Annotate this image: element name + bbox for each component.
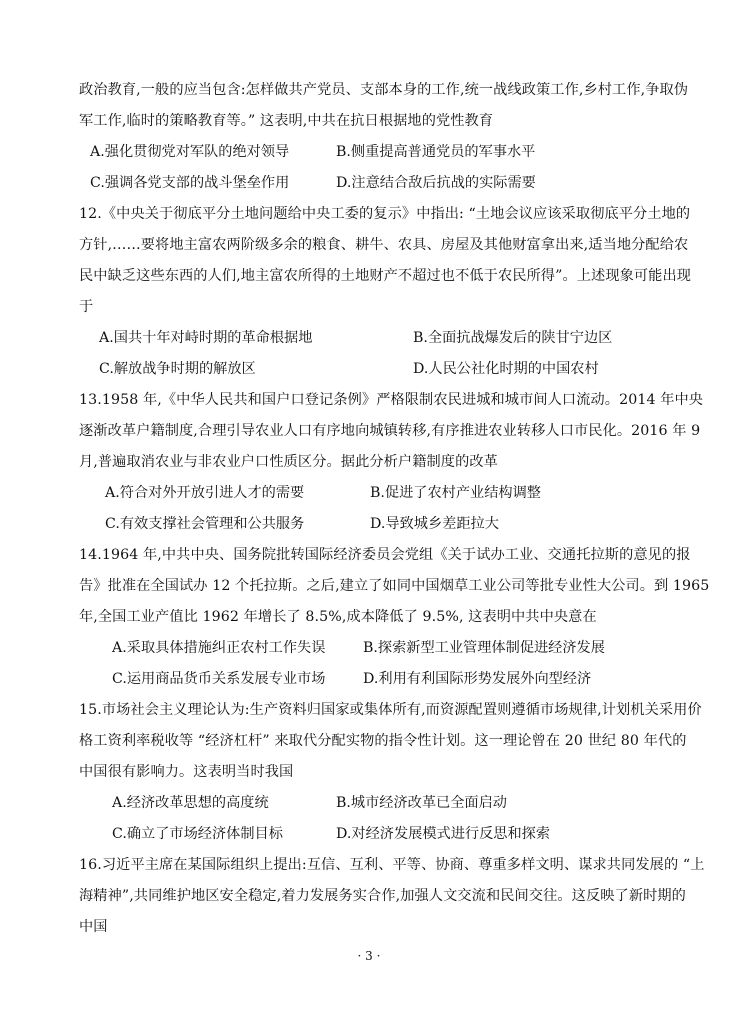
q14-option-d[interactable]: D.利用有利国际形势发展外向型经济: [363, 671, 592, 687]
q16-text-line-3: 中国: [79, 919, 108, 935]
q16-text-line-2: 海精神”,共同维护地区安全稳定,着力发展务实合作,加强人文交流和民间交往。这反映了新时期的: [79, 888, 686, 904]
q15-text-line-2: 格工资利率税收等 “经济杠杆” 来取代分配实物的指令性计划。这一理论曾在 20 世纪 80 年代的: [79, 733, 687, 749]
q14-option-b[interactable]: B.探索新型工业管理体制促进经济发展: [363, 640, 605, 656]
q11-text-line-2: 军工作,临时的策略教育等。” 这表明,中共在抗日根据地的党性教育: [79, 113, 494, 129]
q11-text-line-1: 政治教育,一般的应当包含:怎样做共产党员、支部本身的工作,统一战线政策工作,乡村工作,争取伪: [79, 82, 689, 98]
q12-option-b[interactable]: B.全面抗战爆发后的陕甘宁边区: [413, 330, 613, 346]
q13-option-b[interactable]: B.促进了农村产业结构调整: [370, 485, 541, 501]
q14-text-line-1: 14.1964 年,中共中央、国务院批转国际经济委员会党组《关于试办工业、交通托拉斯的意见的报: [79, 547, 691, 563]
q12-option-c[interactable]: C.解放战争时期的解放区: [99, 361, 256, 377]
q11-option-c[interactable]: C.强调各党支部的战斗堡垒作用: [90, 175, 290, 191]
q13-text-line-1: 13.1958 年,《中华人民共和国户口登记条例》严格限制农民进城和城市间人口流动。2014 年中央: [79, 392, 704, 408]
q13-text-line-3: 月,普遍取消农业与非农业户口性质区分。据此分析户籍制度的改革: [79, 454, 498, 470]
q13-option-a[interactable]: A.符合对外开放引进人才的需要: [105, 485, 305, 501]
q13-option-c[interactable]: C.有效支撑社会管理和公共服务: [105, 516, 305, 532]
q15-option-a[interactable]: A.经济改革思想的高度统: [112, 795, 269, 811]
q15-option-d[interactable]: D.对经济发展模式进行反思和探索: [336, 826, 551, 842]
q15-text-line-3: 中国很有影响力。这表明当时我国: [79, 764, 294, 780]
q15-option-b[interactable]: B.城市经济改革已全面启动: [336, 795, 507, 811]
q11-option-d[interactable]: D.注意结合敌后抗战的实际需要: [336, 175, 536, 191]
q12-text-line-2: 方针,……要将地主富农两阶级多余的粮食、耕牛、农具、房屋及其他财富拿出来,适当地分配给农: [79, 237, 689, 253]
q12-text-line-4: 于: [79, 299, 94, 315]
q12-text-line-3: 民中缺乏这些东西的人们,地主富农所得的土地财产不超过也不低于农民所得”。上述现象可能出现: [79, 268, 692, 284]
q16-text-line-1: 16.习近平主席在某国际组织上提出:互信、互利、平等、协商、尊重多样文明、谋求共同发展的 “上: [79, 857, 705, 873]
page-number: · 3 ·: [357, 949, 381, 963]
q13-text-line-2: 逐渐改革户籍制度,合理引导农业人口有序地向城镇转移,有序推进农业转移人口市民化。2016 年 9: [79, 423, 701, 439]
q12-text-line-1: 12.《中央关于彻底平分土地问题给中央工委的复示》中指出: “土地会议应该采取彻底平分土地的: [79, 206, 691, 222]
q14-option-a[interactable]: A.采取具体措施纠正农村工作失误: [112, 640, 326, 656]
q13-option-d[interactable]: D.导致城乡差距拉大: [370, 516, 499, 532]
q15-text-line-1: 15.市场社会主义理论认为:生产资料归国家或集体所有,而资源配置则遵循市场规律,计划机关采用价: [79, 702, 702, 718]
q14-text-line-3: 年,全国工业产值比 1962 年增长了 8.5%,成本降低了 9.5%, 这表明中共中央意在: [79, 609, 597, 625]
q11-option-a[interactable]: A.强化贯彻党对军队的绝对领导: [90, 144, 290, 160]
q11-option-b[interactable]: B.侧重提高普通党员的军事水平: [336, 144, 536, 160]
q14-option-c[interactable]: C.运用商品货币关系发展专业市场: [112, 671, 326, 687]
q15-option-c[interactable]: C.确立了市场经济体制目标: [112, 826, 283, 842]
q14-text-line-2: 告》批准在全国试办 12 个托拉斯。之后,建立了如同中国烟草工业公司等批专业性大公司。到 1965: [79, 578, 709, 594]
q12-option-a[interactable]: A.国共十年对峙时期的革命根据地: [99, 330, 313, 346]
q12-option-d[interactable]: D.人民公社化时期的中国农村: [413, 361, 599, 377]
